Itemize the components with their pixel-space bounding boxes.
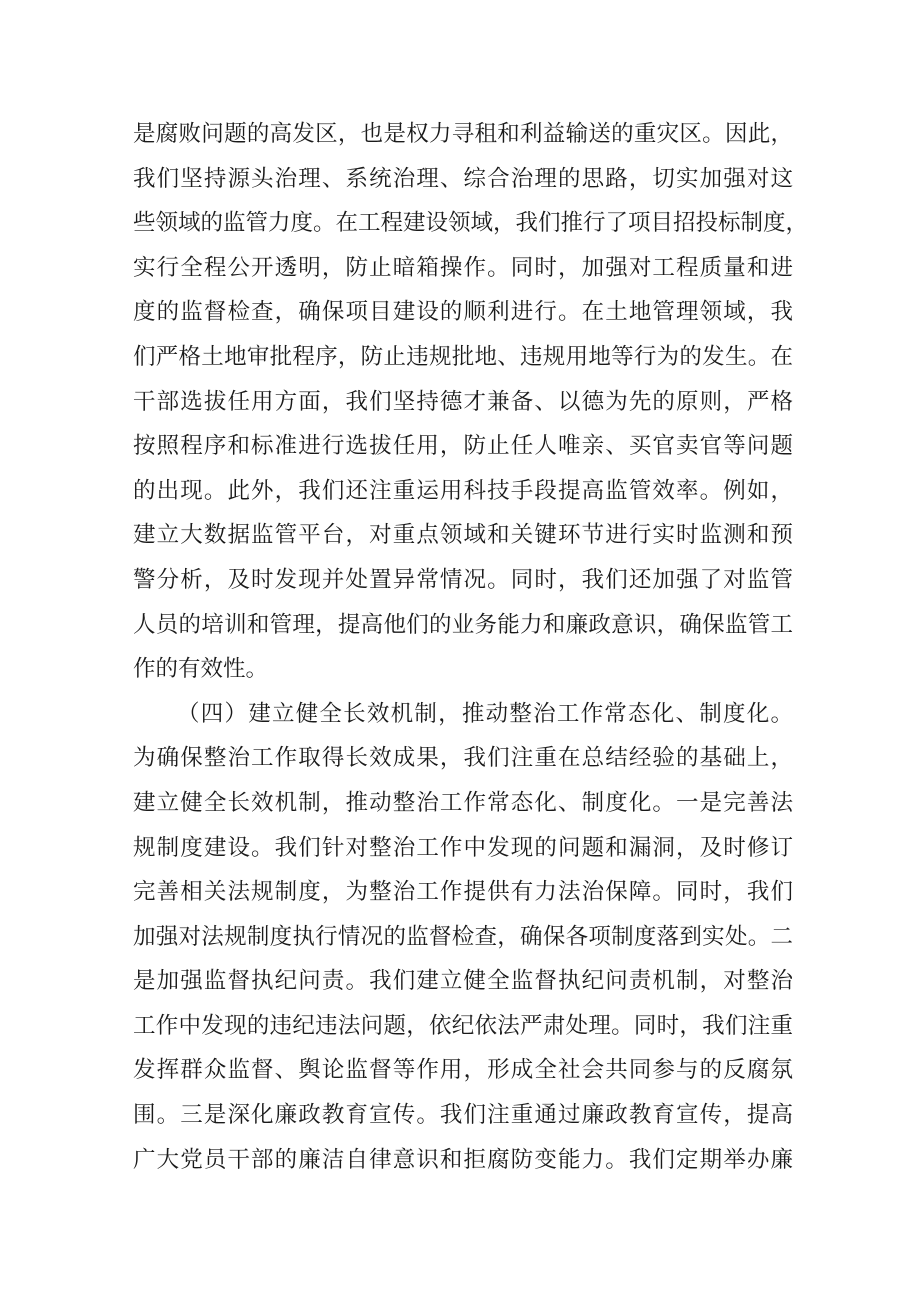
document-body <box>133 112 809 1182</box>
paragraph-1-line-1: 是腐败问题的高发区，也是权力寻租和利益输送的重灾区。因此， <box>133 121 793 147</box>
paragraph-2-line-9: 发挥群众监督、舆论监督等作用，形成全社会共同参与的反腐氛 <box>133 1057 793 1084</box>
paragraph-1-line-11: 警分析，及时发现并处置异常情况。同时，我们还加强了对监管 <box>133 566 793 593</box>
paragraph-2-line-5: 完善相关法规制度，为整治工作提供有力法治保障。同时，我们 <box>133 879 793 906</box>
paragraph-2-line-8: 工作中发现的违纪违法问题，依纪依法严肃处理。同时，我们注重 <box>133 1012 793 1039</box>
paragraph-2-line-6: 加强对法规制度执行情况的监督检查，确保各项制度落到实处。二 <box>133 923 793 950</box>
paragraph-2-line-11: 广大党员干部的廉洁自律意识和拒腐防变能力。我们定期举办廉 <box>133 1146 793 1173</box>
paragraph-1-line-9: 的出现。此外，我们还注重运用科技手段提高监管效率。例如， <box>133 477 793 504</box>
paragraph-1-line-7: 干部选拔任用方面，我们坚持德才兼备、以德为先的原则，严格 <box>133 388 793 415</box>
paragraph-1-line-13: 作的有效性。 <box>133 656 269 683</box>
paragraph-1-line-5: 度的监督检查，确保项目建设的顺利进行。在土地管理领域，我 <box>133 299 793 326</box>
paragraph-2-line-4: 规制度建设。我们针对整治工作中发现的问题和漏洞，及时修订 <box>133 834 793 861</box>
paragraph-1-line-6: 们严格土地审批程序，防止违规批地、违规用地等行为的发生。在 <box>133 343 793 370</box>
paragraph-1-line-12: 人员的培训和管理，提高他们的业务能力和廉政意识，确保监管工 <box>133 611 793 638</box>
paragraph-2-line-10: 围。三是深化廉政教育宣传。我们注重通过廉政教育宣传，提高 <box>133 1102 793 1129</box>
paragraph-1-line-10: 建立大数据监管平台，对重点领域和关键环节进行实时监测和预 <box>133 522 793 549</box>
section-heading-line: （四）建立健全长效机制，推动整治工作常态化、制度化。 <box>177 700 793 727</box>
paragraph-1-line-4: 实行全程公开透明，防止暗箱操作。同时，加强对工程质量和进 <box>133 254 793 281</box>
paragraph-1-line-2: 我们坚持源头治理、系统治理、综合治理的思路，切实加强对这 <box>133 165 793 192</box>
paragraph-2-line-3: 建立健全长效机制，推动整治工作常态化、制度化。一是完善法 <box>133 789 793 816</box>
paragraph-1-line-8: 按照程序和标准进行选拔任用，防止任人唯亲、买官卖官等问题 <box>133 433 793 460</box>
paragraph-2-line-7: 是加强监督执纪问责。我们建立健全监督执纪问责机制，对整治 <box>133 968 793 995</box>
paragraph-2-line-2: 为确保整治工作取得长效成果，我们注重在总结经验的基础上， <box>133 745 793 772</box>
paragraph-1-line-3: 些领域的监管力度。在工程建设领域，我们推行了项目招投标制度， <box>133 210 809 237</box>
